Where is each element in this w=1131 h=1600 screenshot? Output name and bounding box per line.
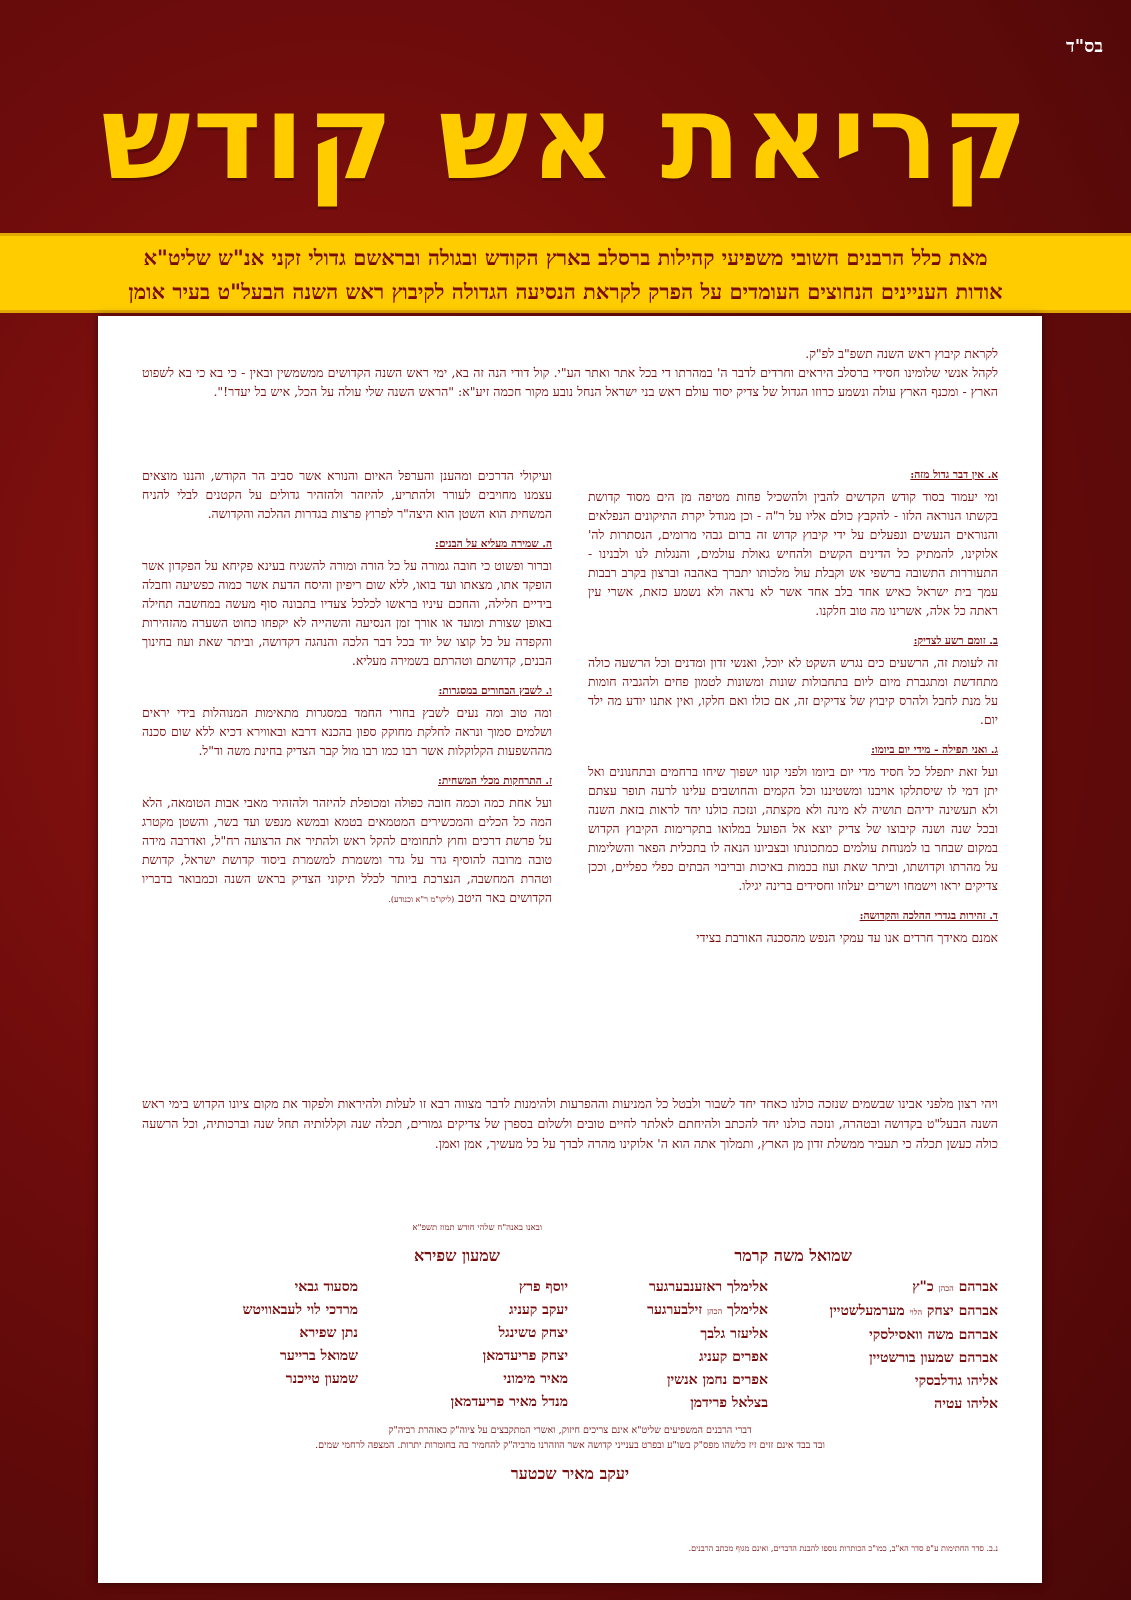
signature-column-2 — [647, 1276, 768, 1415]
body-columns — [142, 466, 998, 1066]
signature: אברהם הכהן כ"ץ — [912, 1279, 998, 1295]
section-body: ומה טוב ומה נעים לשבץ בחורי החמד במסגרות מתאימות המנוהלות בידי יראים ושלמים סמוך ונראה לחלקת מחוקק ספון בהכנא דרבא ובאווירא דכיא ללא שום סכנה מההשפעות הקלוקלות אשר רבו כמו רבו מול קבר הצדיק בחינת משה וד"ל. — [142, 705, 552, 758]
section-heading: א. אין דבר גדול מזה: — [910, 469, 998, 481]
note-line-1: דברי הרבנים המשפיעים שליט"א אינם צריכים חיזוק, ואשרי המתקבצים על ציוה"ק כאזהרת רביה"ק — [388, 1425, 752, 1436]
signature: מנדל מאיר פריעדמאן — [450, 1394, 568, 1410]
note-line-2: ובד בבד אינם זזים זיז כלשהו מפס"ק בשו"ע ובפרט בענייני קדושה אשר הוזהרנו מרביה"ק להחמיר בה בחומרות יתרות. המצפה לרחמי שמים. — [315, 1440, 825, 1451]
signature: מאיר מימוני — [503, 1371, 568, 1387]
closing-paragraph: ויהי רצון מלפני אבינו שבשמים שנזכה כולנו כאחד יחד לשבור ולבטל כל המניעות וההפרעות ולהימנות לדבר מצווה רבא זו לעלות ולהיראות ולפקוד את מקום ציונו הקדוש בימי ראש השנה הבעל"ט בקדושה ובטהרה, ונזכה כולנו יחד להכתב ולהיחתם לאלתר לחיים טובים ולשלום בספרן של צדיקים גמורים, תכלה שנה וקללותיה תחל שנה וברכותיה, וכל הרשעה כולה כעשן תכלה כי תעביר ממשלת זדון מן הארץ, ותמלוך אתה הוא ה' אלוקינו מהרה לבדך על כל מעשיך, אמן ואמן. — [142, 1096, 998, 1151]
signature: מסעוד גבאי — [294, 1279, 358, 1295]
section-body: ועל זאת יתפלל כל חסיד מדי יום ביומו ולפני קונו ישפוך שיחו ברחמים ובתחנונים ואל יתן דמי לו שיסתלקו אויבנו ומשטיננו וכל הקמים והחושבים עלינו לרעה תופר עצתם ולא תעשינה ידיהם תושיה לא מינה ולא מקצתה, ונזכה כולנו יחד לראות בזאת השנה ובכל שנה ושנה קיבוצו של צדיק יוצא אל הפועל במלואו בתקרימות הקיבוץ הקדוש במקום שבחר בו למנוחת עולמים כמתכונתו ובצביונו הנאה לו בתכלית הפאר והשלימות על מהרתו וקדושתו, וביתר שאת ועוז בכמות באיכות ובריבוי הבתים כפלי כפליים, וככן צדיקים יראו וישמחו וישרים יעלוזו וחסידים ברינה יגילו. — [588, 764, 998, 893]
signature: אליהו גודלבסקי — [914, 1373, 998, 1389]
signature: אלימלך ראזענבערגער — [648, 1279, 768, 1295]
signature: אליהו עטיה — [934, 1396, 998, 1412]
section-e — [142, 535, 552, 670]
section-heading: ז. התרחקות מכלי המשחית: — [437, 775, 552, 787]
intro — [142, 344, 998, 401]
letter-paper — [98, 316, 1042, 1583]
section-body-text: ועל אחת כמה וכמה חובה כפולה ומכופלת להיזהר ולהזהיר מאבי אבות הטומאה, הלא המה כל הכלים והמכשירים המטמאים בטמא ובמשא מנפש ועד בשר, והשטן מקטרג על פרשת דרכים וחוץ לתחומים להקל ראש ולהתיר את הרצועה רח"ל, ואדרבה מידה טובה מרובה להוסיף גדר על גדר ומשמרת למשמרת ביסוד קדושת ישראל, קדושת וטהרת המחשבה, הנצרכת ביותר לכלל תיקוני הצדיק בראש השנה וכמבואר בדבריו הקדושים באר היטב — [142, 795, 552, 905]
column-right — [588, 466, 998, 959]
rabbis-note — [142, 1423, 998, 1453]
signature: בצלאל פרידמן — [690, 1395, 768, 1411]
subtitle-line-1: מאת כלל הרבנים חשובי משפיעי קהילות ברסלב בארץ הקודש ובגולה ובראשם גדולי זקני אנ"ש שליט"א — [143, 245, 988, 270]
signature-column-3 — [451, 1276, 568, 1414]
signature: אברהם יצחק הלוי מערמעלשטיין — [829, 1303, 998, 1319]
signature-heading-right: שמואל משה קרמר — [734, 1246, 852, 1265]
section-c — [588, 741, 998, 895]
subtitle-line-2: אודות העניינים הנחוצים העומדים על הפרק לקראת הנסיעה הגדולה לקיבוץ ראש השנה הבעל"ט בעיר אומן — [128, 279, 1003, 304]
signature-column-1 — [830, 1276, 998, 1416]
section-body: זה לעומת זה, הרשעים כים נגרש השקט לא יוכל, ואנשי זדון ומדנים וכל הרשעה כולה מתחדשת ומתגברת מיום ליום בתחבולות שונות ומשונות לטמון פחים ולהגביה חומות על מנת לחבל ולהרס קיבוץ של צדיקים זה, אם כולו ואם חלקו, ואין אתנו יודע מה ילד יום. — [588, 655, 998, 727]
date-line: ובאנו באנה"ח שלהי חודש תמוז תשפ"א — [412, 1223, 542, 1233]
signature: יעקב קעניג — [509, 1302, 568, 1318]
footnote: נ.ב. סדר החתימות ע"פ סדר הא"ב, כמו"כ הכותרות נוספו להבנת הדברים, ואינם מגוף מכתב הרבנים. — [688, 1544, 998, 1553]
citation: (ליקו"מ ר"א וכנודע). — [388, 895, 455, 904]
section-a — [588, 466, 998, 620]
signature: אפרים קעניג — [698, 1349, 768, 1365]
column-left — [142, 466, 552, 921]
section-d — [588, 907, 998, 947]
section-heading: ג. ואני תפילה - מידי יום ביומו: — [871, 744, 998, 756]
intro-date-line: לקראת קיבוץ ראש השנה תשפ"ב לפ"ק. — [805, 346, 998, 361]
signatures-grid — [142, 1276, 998, 1426]
signature-heading-left: שמעון שפירא — [414, 1246, 500, 1265]
section-b — [588, 632, 998, 729]
section-body: וברור ופשוט כי חובה גמורה על כל הורה ומורה להשגיח בעינא פקיחא על הפקדון אשר הופקד אתו, מצאתו ועד בואו, ללא שום ריפיון והיסח הדעת אשר כמוה כפשיעה וחבלה בידיים חלילה, והחכם עיניו בראשו לכלכל צעדיו בתבונה סוף מעשה במחשבה תחילה באופן שצורת ומועד או אורך זמן הנסיעה והשהייה לא יקפחו כחוט השערה מהזהירות והקפדה על כל קוצו של יוד בכל דבר הלכה והנהגה דקדושה, וביתר שאת ועוז בחינוך הבנים, קדושתם וטהרתם בשמירה מעליא. — [142, 558, 552, 668]
section-f — [142, 682, 552, 760]
bsd-mark: בס"ד — [1066, 36, 1103, 57]
section-g — [142, 772, 552, 909]
signature: יצחק טשינגל — [498, 1325, 568, 1341]
signature: אברהם שמעון בורשטיין — [869, 1350, 998, 1366]
intro-paragraph: לקהל אנשי שלומינו חסידי ברסלב היראים וחרדים לדבר ה' במהרתו די בכל אתר ואתר הע"י. קול דודי הנה זה בא, ימי ראש השנה הקדושים ממשמשין ובאין - כי בא כי בא לשפוט הארץ - ומכנף הארץ עולה ונשמע כרוזו הגדול של צדיק יסוד עולם ראש בני ישראל הנחל נובע מקור חכמה זיע"א: "הראש השנה שלי עולה על הכל, איש בל יעדר!". — [142, 365, 998, 399]
signature: נתן שפירא — [299, 1325, 358, 1341]
section-body: ועיקולי הדרכים ומהענן והערפל האיום והנורא אשר סביב הר הקודש, והננו מוצאים עצמנו מחויבים לעורר ולהתריע, להיזהר ולהזהיר גדולים על הקטנים לבלי להניח המשחית הוא השטן הוא היצה"ר לפרוץ פרצות בגדרות ההלכה והקדושה. — [142, 468, 552, 521]
subtitle-band — [0, 233, 1131, 313]
page-title: קריאת אש קודש — [101, 68, 1030, 206]
signature: מרדכי לוי לעבאוויטש — [242, 1302, 358, 1318]
section-heading: ד. זהירות בגדרי ההלכה והקדושה: — [859, 910, 998, 922]
signature-column-4 — [243, 1276, 358, 1391]
signature: יוסף פרץ — [518, 1279, 568, 1295]
signature: אליעזר גלבך — [700, 1326, 768, 1342]
section-body: ומי יעמוד בסוד קודש הקדשים להבין ולהשכיל פחות מטיפה מן הים מסוד קדושת בקשתו הנוראה הלזו - להקבץ כולם אליו על ר"ה - וכן מגודל יקרת התיקונים הנפלאים והנוראים הנעשים ונפעלים על ידי קיבוץ קדוש זה ברום גבהי מרומים, הנסתרות לה' אלוקינו, להמתיק כל הדינים הקשים ולהחיש גאולת עולמים, והנגלות לנו ולבנינו - התעוררות התשובה ברשפי אש וקבלת עול מלכותו יתברך באהבה וברצון בקרב רבבות עמך בית ישראל כאיש אחד בלב אחד אשר לא נראה ולא נשמע כזאת, אשרי עין ראתה כל אלה, אשרינו מה טוב חלקנו. — [588, 489, 998, 618]
section-heading: ב. זומם רשע לצדיק: — [913, 635, 998, 647]
signature: אלימלך הכהן זילבערגער — [647, 1302, 768, 1318]
signature: יצחק פריעדמאן — [482, 1348, 568, 1364]
signature: שמעון טייכנר — [285, 1371, 358, 1387]
signature: אברהם משה וואסילסקי — [869, 1327, 998, 1343]
signature: אפרים נחמן אנשין — [666, 1372, 768, 1388]
section-heading: ו. לשבץ הבחורים במסגרות: — [438, 685, 552, 697]
section-heading: ה. שמירה מעליא על הבנים: — [434, 538, 552, 550]
signature: שמואל ברייער — [280, 1348, 358, 1364]
final-signature: יעקב מאיר שכטער — [510, 1464, 630, 1483]
section-body: אמנם מאידך חרדים אנו עד עמקי הנפש מהסכנה האורבת בצידי — [696, 930, 998, 945]
section-d-continued — [142, 466, 552, 523]
section-body — [142, 793, 552, 909]
